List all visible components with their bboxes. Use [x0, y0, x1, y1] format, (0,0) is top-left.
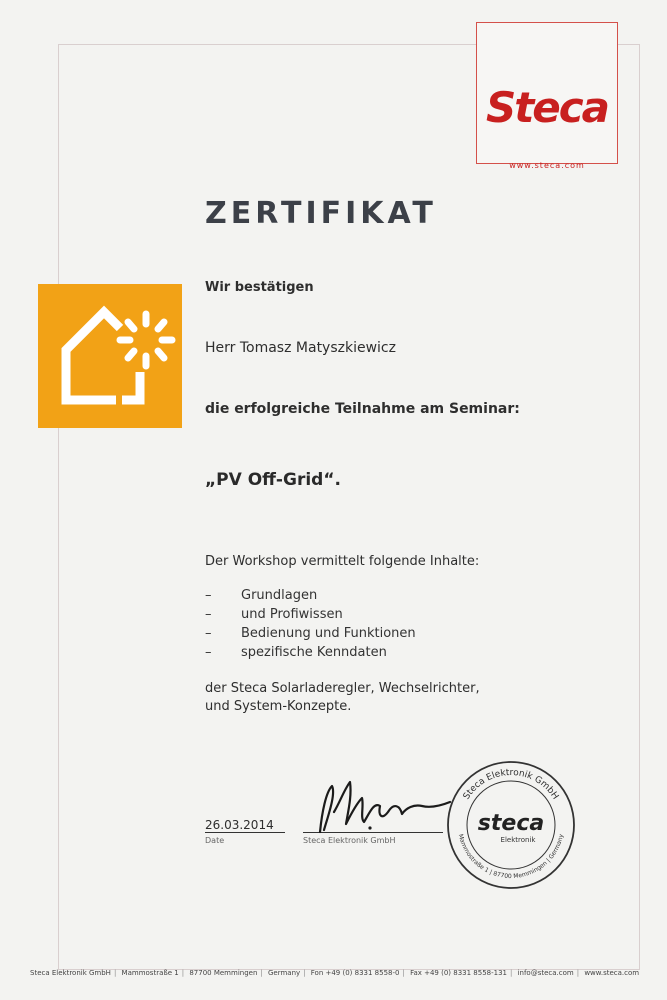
list-item: – und Profiwissen	[205, 607, 343, 622]
participation-text: die erfolgreiche Teilnahme am Seminar:	[205, 401, 520, 417]
svg-text:Steca Elektronik GmbH: Steca Elektronik GmbH	[461, 768, 561, 802]
list-item: – Bedienung und Funktionen	[205, 626, 416, 641]
closing-line-2: und System-Konzepte.	[205, 699, 352, 714]
steca-logo	[476, 22, 618, 170]
signature-label: Steca Elektronik GmbH	[303, 836, 396, 845]
participant-name: Herr Tomasz Matyszkiewicz	[205, 340, 396, 356]
svg-text:Mammostraße 1 | 87700 Memminge: Mammostraße 1 | 87700 Memmingen | Germany	[456, 833, 566, 881]
date-label: Date	[205, 836, 225, 845]
logo-url: www.steca.com	[509, 161, 585, 170]
solar-house-icon	[38, 284, 182, 428]
closing-line-1: der Steca Solarladeregler, Wechselrichter,	[205, 681, 480, 696]
certificate-title: ZERTIFIKAT	[205, 196, 437, 231]
list-item: – Grundlagen	[205, 588, 318, 603]
logo-wordmark: Steca	[485, 83, 609, 132]
date-line	[205, 832, 285, 833]
workshop-intro: Der Workshop vermittelt folgende Inhalte:	[205, 554, 480, 569]
footer-contact: Steca Elektronik GmbH | Mammostraße 1 | 87700 Memmingen | Germany | Fon +49 (0) 8331 8558-0 | Fax +49 (0) 8331 8558-131 | info@steca.com | www.steca.com	[30, 969, 640, 977]
date-value: 26.03.2014	[205, 818, 274, 832]
confirm-label: Wir bestätigen	[205, 280, 314, 295]
list-item: – spezifische Kenndaten	[205, 645, 387, 660]
handwritten-signature	[310, 772, 460, 842]
svg-text:Elektronik: Elektronik	[500, 836, 536, 844]
seminar-title: „PV Off-Grid“.	[205, 470, 341, 490]
company-stamp	[444, 758, 578, 892]
svg-text:steca: steca	[477, 811, 545, 836]
